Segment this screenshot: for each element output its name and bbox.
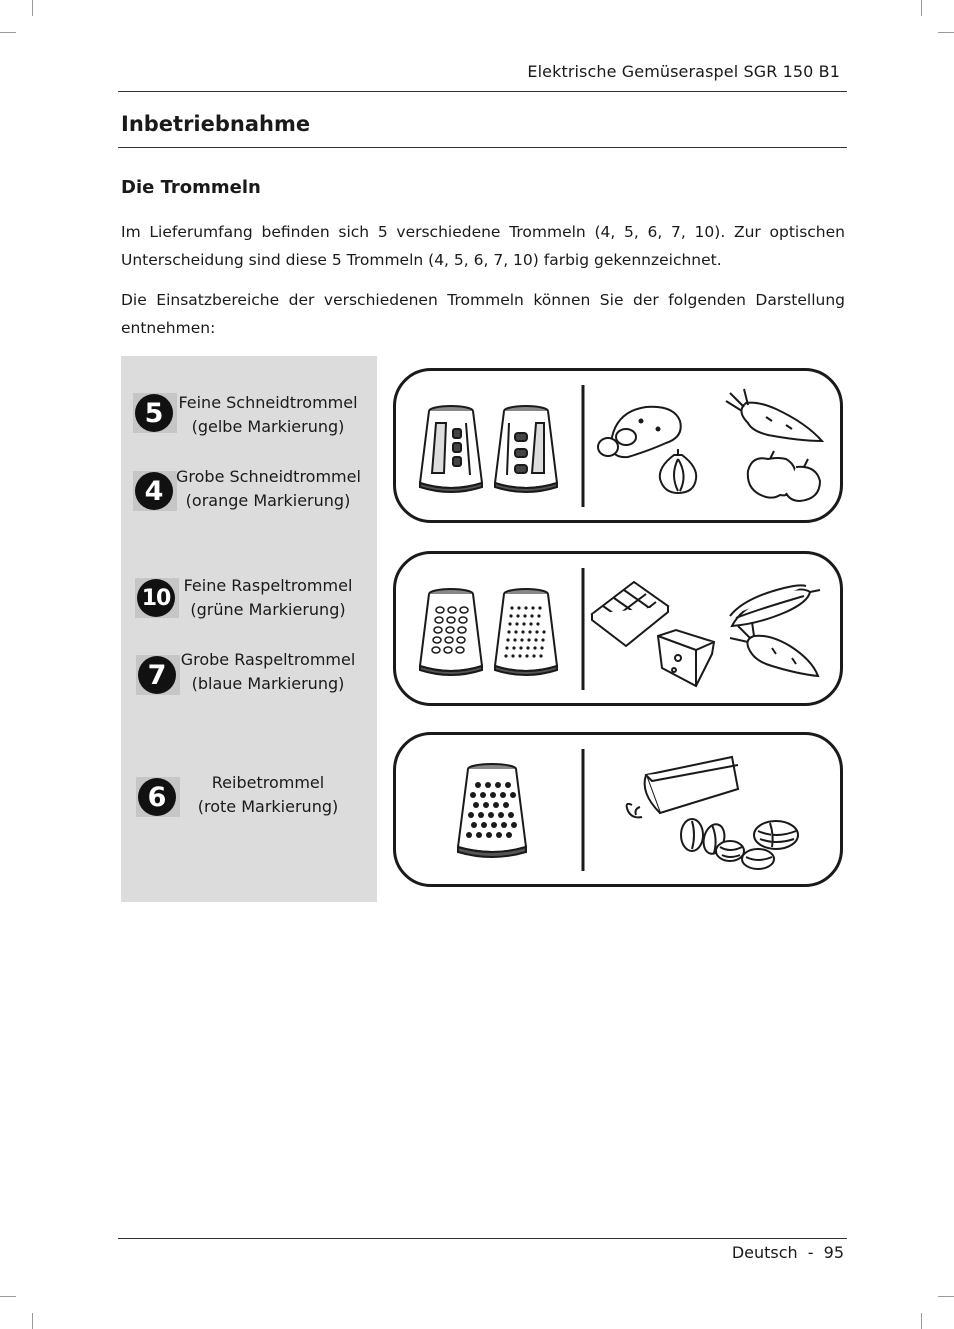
nuts-icon: [681, 819, 798, 869]
paragraph-line: Die Einsatzbereiche der verschiedenen Trommeln können Sie der folgenden Darstellung: [121, 291, 845, 309]
drum-marking: (rote Markierung): [197, 797, 339, 816]
usage-paragraph: [121, 286, 845, 342]
badge-number: 10: [137, 579, 175, 617]
carrot-icon: [730, 622, 818, 676]
section-rule: [118, 147, 847, 148]
badge-number: 5: [135, 394, 173, 432]
usage-panel-grating: [393, 732, 843, 887]
crop-mark: [938, 32, 954, 33]
crop-mark: [0, 1296, 16, 1297]
page-number: 95: [823, 1243, 844, 1262]
drum-marking: (blaue Markierung): [191, 674, 345, 693]
crop-mark: [921, 1313, 922, 1329]
footer-rule: [118, 1238, 847, 1239]
usage-panel-slicing: [393, 368, 843, 523]
usage-panel-shredding: [393, 551, 843, 706]
paragraph-line: Im Lieferumfang befinden sich 5 verschiedene Trommeln (4, 5, 6, 7, 10). Zur optischen: [121, 223, 845, 241]
drum-label: [176, 391, 360, 439]
crop-mark: [32, 0, 33, 16]
drum-marking: (orange Markierung): [185, 491, 351, 510]
onion-icon: [660, 449, 696, 493]
drum-number-badge: [133, 393, 177, 433]
header-rule: [118, 91, 847, 92]
drum-number-badge: [135, 578, 179, 618]
chocolate-icon: [592, 582, 668, 646]
drum-name: Grobe Schneidtrommel: [176, 467, 361, 486]
shredding-panel-illustration: [396, 554, 840, 703]
subsection-title: Die Trommeln: [121, 177, 261, 198]
drum-marking: (gelbe Markierung): [191, 417, 345, 436]
apple-icon: [748, 451, 820, 501]
intro-paragraph: [121, 218, 845, 274]
running-header: Elektrische Gemüseraspel SGR 150 B1: [527, 62, 840, 81]
badge-number: 4: [135, 472, 173, 510]
crop-mark: [0, 32, 16, 33]
shredding-drum-illustration: [420, 589, 482, 675]
drum-number-badge: [133, 471, 177, 511]
paragraph-line: Unterscheidung sind diese 5 Trommeln (4, 5, 6, 7, 10) farbig gekennzeichnet.: [121, 251, 722, 269]
drum-name: Grobe Raspeltrommel: [180, 650, 356, 669]
crop-mark: [938, 1296, 954, 1297]
section-title: Inbetriebnahme: [121, 112, 311, 136]
crop-mark: [921, 0, 922, 16]
drum-name: Reibetrommel: [211, 773, 325, 792]
drum-marking: (grüne Markierung): [190, 600, 346, 619]
footer-separator: -: [807, 1243, 814, 1262]
badge-number: 6: [138, 778, 176, 816]
drum-name: Feine Schneidtrommel: [178, 393, 358, 412]
drum-label: [176, 465, 360, 513]
shredding-drum-illustration: [495, 589, 557, 675]
drum-number-badge: [136, 655, 180, 695]
page-footer: [732, 1243, 844, 1262]
slicing-panel-illustration: [396, 371, 840, 520]
drum-label: [176, 771, 360, 819]
slicing-drum-illustration: [495, 406, 557, 492]
grating-drum-illustration: [458, 764, 526, 857]
zucchini-icon: [730, 585, 820, 626]
potato-icon: [598, 407, 681, 457]
drum-label: [176, 574, 360, 622]
hard-cheese-icon: [627, 757, 738, 817]
grating-panel-illustration: [396, 735, 840, 884]
drum-number-badge: [136, 777, 180, 817]
carrot-icon: [726, 389, 822, 441]
crop-mark: [32, 1313, 33, 1329]
slicing-drum-illustration: [420, 406, 482, 492]
paragraph-line: entnehmen:: [121, 319, 216, 337]
drum-label: [176, 648, 360, 696]
badge-number: 7: [138, 656, 176, 694]
drum-name: Feine Raspeltrommel: [183, 576, 353, 595]
footer-language: Deutsch: [731, 1243, 798, 1262]
cheese-icon: [658, 630, 714, 686]
